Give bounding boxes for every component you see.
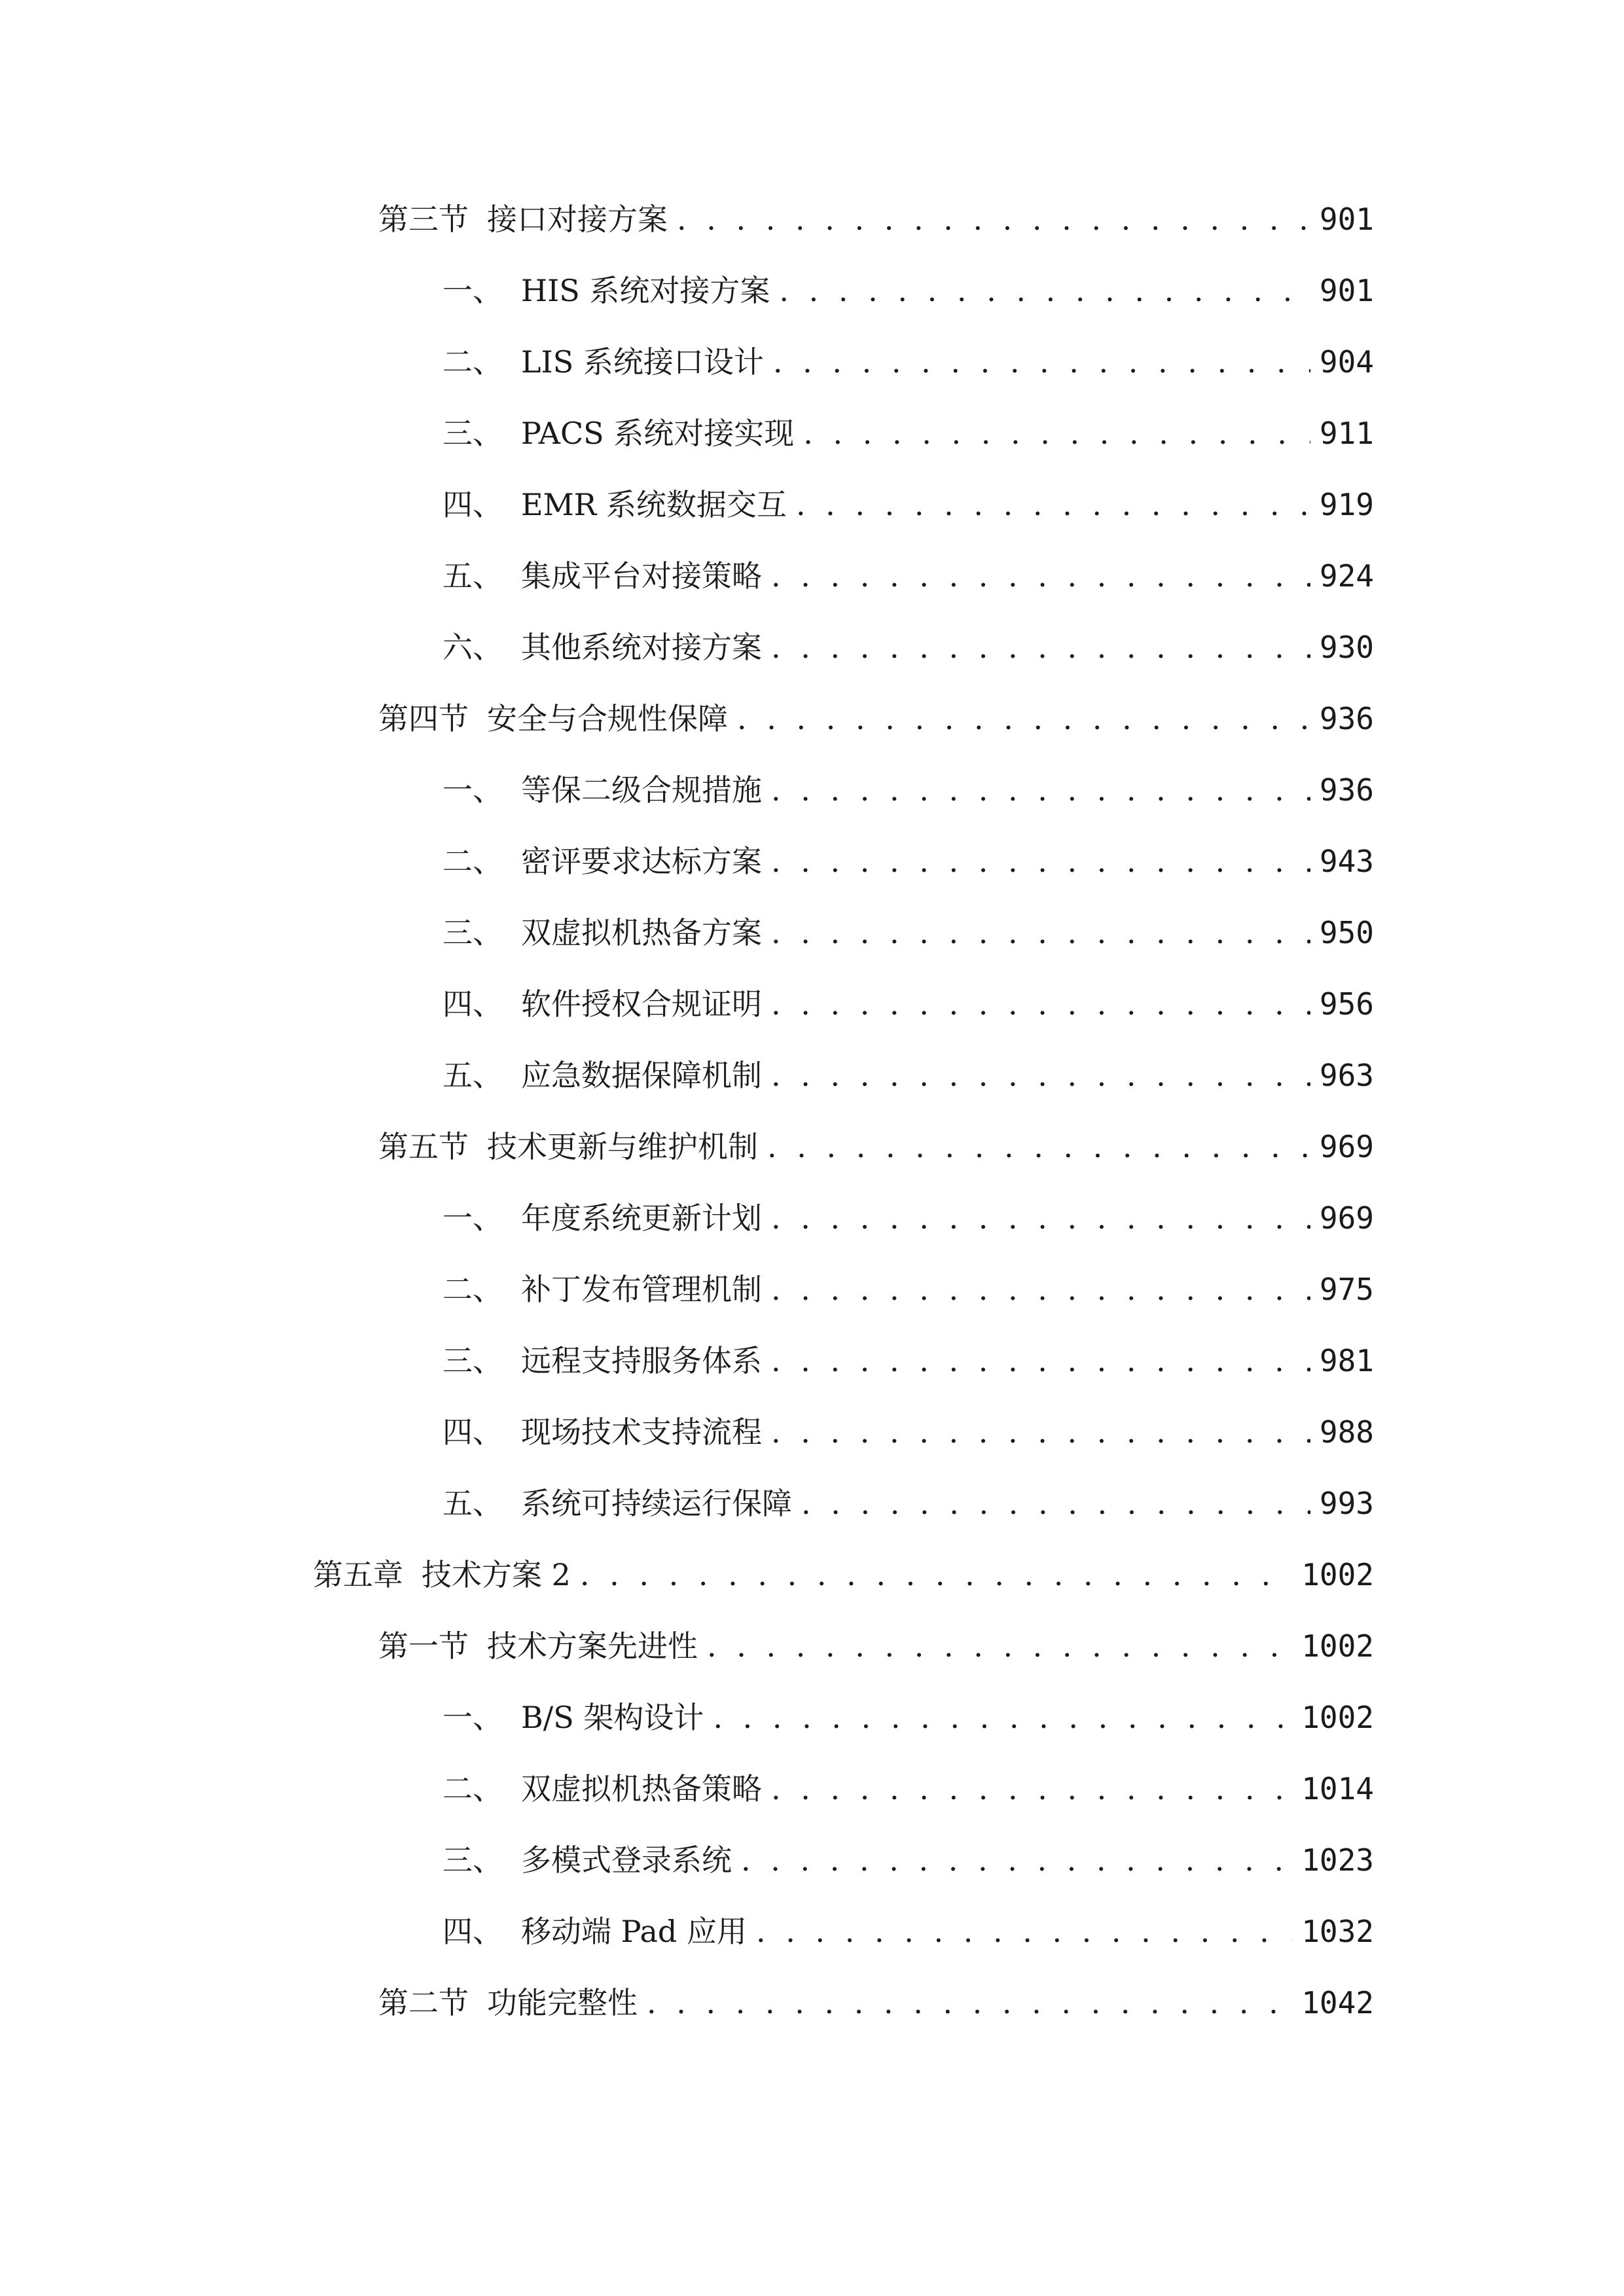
toc-entry[interactable] xyxy=(378,1620,1374,1672)
dot-leader xyxy=(737,692,1310,745)
toc-entry-title: 等保二级合规措施 xyxy=(521,772,762,808)
toc-entry[interactable] xyxy=(442,1477,1374,1530)
toc-entry[interactable] xyxy=(442,1192,1374,1244)
toc-entry[interactable] xyxy=(442,978,1374,1030)
toc-entry-title: 技术方案 2 xyxy=(422,1557,571,1592)
dot-leader xyxy=(771,906,1310,959)
toc-entry-number: 三、 xyxy=(442,915,503,950)
toc-entry-number: 四、 xyxy=(442,487,503,522)
toc-entry-title: B/S 架构设计 xyxy=(521,1700,704,1735)
toc-entry-title: 技术方案先进性 xyxy=(487,1628,698,1664)
toc-entry-page: 1032 xyxy=(1301,1914,1374,1949)
toc-entry-page: 969 xyxy=(1319,1129,1374,1164)
toc-entry-page: 950 xyxy=(1319,915,1374,950)
toc-entry-title: 远程支持服务体系 xyxy=(521,1343,762,1378)
toc-entry-page: 936 xyxy=(1319,772,1374,808)
dot-leader xyxy=(773,336,1310,388)
toc-entry-title: 应急数据保障机制 xyxy=(521,1058,762,1093)
toc-entry[interactable] xyxy=(442,835,1374,888)
dot-leader xyxy=(771,1263,1310,1316)
toc-entry-number: 三、 xyxy=(442,1842,503,1878)
toc-entry[interactable] xyxy=(442,407,1374,459)
toc-entry-number: 五、 xyxy=(442,1486,503,1521)
toc-entry[interactable] xyxy=(442,264,1374,317)
toc-entry-title: 密评要求达标方案 xyxy=(521,844,762,879)
dot-leader xyxy=(713,1691,1292,1744)
toc-entry-title: 其他系统对接方案 xyxy=(521,630,762,665)
toc-entry-title: 系统可持续运行保障 xyxy=(521,1486,792,1521)
toc-entry-page: 963 xyxy=(1319,1058,1374,1093)
toc-entry-title: 多模式登录系统 xyxy=(521,1842,732,1878)
dot-leader xyxy=(796,478,1310,531)
toc-entry-page: 901 xyxy=(1319,202,1374,237)
dot-leader xyxy=(707,1620,1292,1672)
toc-entry-title: 双虚拟机热备策略 xyxy=(521,1771,762,1806)
toc-entry[interactable] xyxy=(442,1263,1374,1316)
toc-entry[interactable] xyxy=(442,1691,1374,1744)
dot-leader xyxy=(771,835,1310,888)
toc-entry-page: 993 xyxy=(1319,1486,1374,1521)
toc-entry-number: 第四节 xyxy=(378,701,469,736)
toc-entry[interactable] xyxy=(442,550,1374,602)
toc-entry[interactable] xyxy=(442,1406,1374,1458)
dot-leader xyxy=(756,1905,1292,1958)
dot-leader xyxy=(771,550,1310,602)
dot-leader xyxy=(767,1121,1310,1173)
toc-entry-number: 四、 xyxy=(442,1914,503,1949)
dot-leader xyxy=(647,1977,1292,2029)
toc-entry-page: 975 xyxy=(1319,1272,1374,1307)
toc-entry-number: 第三节 xyxy=(378,202,469,237)
toc-entry-number: 第一节 xyxy=(378,1628,469,1664)
toc-entry[interactable] xyxy=(442,1763,1374,1815)
dot-leader xyxy=(741,1834,1292,1886)
toc-entry-number: 一、 xyxy=(442,273,503,308)
dot-leader xyxy=(801,1477,1310,1530)
toc-entry-number: 二、 xyxy=(442,1771,503,1806)
toc-entry-number: 二、 xyxy=(442,344,503,380)
dot-leader xyxy=(779,264,1310,317)
toc-entry-page: 930 xyxy=(1319,630,1374,665)
toc-entry-page: 956 xyxy=(1319,986,1374,1022)
toc-entry[interactable] xyxy=(378,193,1374,245)
dot-leader xyxy=(771,764,1310,816)
toc-entry-page: 981 xyxy=(1319,1343,1374,1378)
toc-entry-number: 五、 xyxy=(442,1058,503,1093)
toc-entry[interactable] xyxy=(442,1834,1374,1886)
toc-entry-title: 软件授权合规证明 xyxy=(521,986,762,1022)
toc-entry-number: 五、 xyxy=(442,558,503,594)
toc-entry[interactable] xyxy=(442,764,1374,816)
toc-entry-title: 现场技术支持流程 xyxy=(521,1414,762,1450)
toc-entry-number: 第五章 xyxy=(313,1557,403,1592)
toc-entry-title: HIS 系统对接方案 xyxy=(521,273,770,308)
dot-leader xyxy=(771,1335,1310,1387)
dot-leader xyxy=(771,978,1310,1030)
toc-entry[interactable] xyxy=(442,1905,1374,1958)
toc-entry-number: 一、 xyxy=(442,1200,503,1236)
dot-leader xyxy=(771,621,1310,673)
toc-entry[interactable] xyxy=(442,1335,1374,1387)
toc-entry-page: 911 xyxy=(1319,416,1374,451)
dot-leader xyxy=(677,193,1310,245)
dot-leader xyxy=(771,1406,1310,1458)
toc-entry-title: 移动端 Pad 应用 xyxy=(521,1914,747,1949)
toc-entry-page: 988 xyxy=(1319,1414,1374,1450)
toc-entry-page: 936 xyxy=(1319,701,1374,736)
toc-entry[interactable] xyxy=(442,1049,1374,1102)
toc-entry-title: 补丁发布管理机制 xyxy=(521,1272,762,1307)
toc-entry[interactable] xyxy=(442,621,1374,673)
dot-leader xyxy=(771,1049,1310,1102)
toc-entry-number: 四、 xyxy=(442,1414,503,1450)
dot-leader xyxy=(771,1192,1310,1244)
toc-entry-title: EMR 系统数据交互 xyxy=(521,487,787,522)
toc-entry-number: 六、 xyxy=(442,630,503,665)
toc-entry[interactable] xyxy=(313,1549,1374,1601)
toc-entry-title: LIS 系统接口设计 xyxy=(521,344,764,380)
toc-entry-page: 943 xyxy=(1319,844,1374,879)
toc-entry-page: 1002 xyxy=(1301,1700,1374,1735)
toc-entry-number: 三、 xyxy=(442,1343,503,1378)
toc-entry-title: 集成平台对接策略 xyxy=(521,558,762,594)
toc-entry-page: 1023 xyxy=(1301,1842,1374,1878)
toc-entry[interactable] xyxy=(442,478,1374,531)
toc-entry-number: 一、 xyxy=(442,1700,503,1735)
toc-entry-number: 一、 xyxy=(442,772,503,808)
toc-entry-number: 第五节 xyxy=(378,1129,469,1164)
toc-entry-title: 接口对接方案 xyxy=(487,202,668,237)
toc-entry[interactable] xyxy=(378,1977,1374,2029)
toc-entry-title: 安全与合规性保障 xyxy=(487,701,728,736)
dot-leader xyxy=(580,1549,1292,1601)
toc-entry-number: 二、 xyxy=(442,844,503,879)
toc-entry-page: 919 xyxy=(1319,487,1374,522)
toc-entry[interactable] xyxy=(442,906,1374,959)
dot-leader xyxy=(771,1763,1292,1815)
toc-entry-number: 四、 xyxy=(442,986,503,1022)
toc-entry-title: PACS 系统对接实现 xyxy=(521,416,795,451)
toc-entry-page: 924 xyxy=(1319,558,1374,594)
toc-entry-number: 第二节 xyxy=(378,1985,469,2020)
toc-entry[interactable] xyxy=(378,692,1374,745)
toc-entry-number: 二、 xyxy=(442,1272,503,1307)
toc-entry-page: 1002 xyxy=(1301,1557,1374,1592)
toc-entry-page: 1014 xyxy=(1301,1771,1374,1806)
toc-entry-page: 1042 xyxy=(1301,1985,1374,2020)
dot-leader xyxy=(803,407,1310,459)
toc-entry-title: 双虚拟机热备方案 xyxy=(521,915,762,950)
toc-entry-title: 年度系统更新计划 xyxy=(521,1200,762,1236)
toc-entry-page: 901 xyxy=(1319,273,1374,308)
toc-entry-title: 功能完整性 xyxy=(487,1985,638,2020)
toc-entry-number: 三、 xyxy=(442,416,503,451)
toc-entry[interactable] xyxy=(442,336,1374,388)
toc-entry-page: 1002 xyxy=(1301,1628,1374,1664)
toc-entry-page: 969 xyxy=(1319,1200,1374,1236)
toc-entry-title: 技术更新与维护机制 xyxy=(487,1129,758,1164)
toc-entry[interactable] xyxy=(378,1121,1374,1173)
toc-entry-page: 904 xyxy=(1319,344,1374,380)
